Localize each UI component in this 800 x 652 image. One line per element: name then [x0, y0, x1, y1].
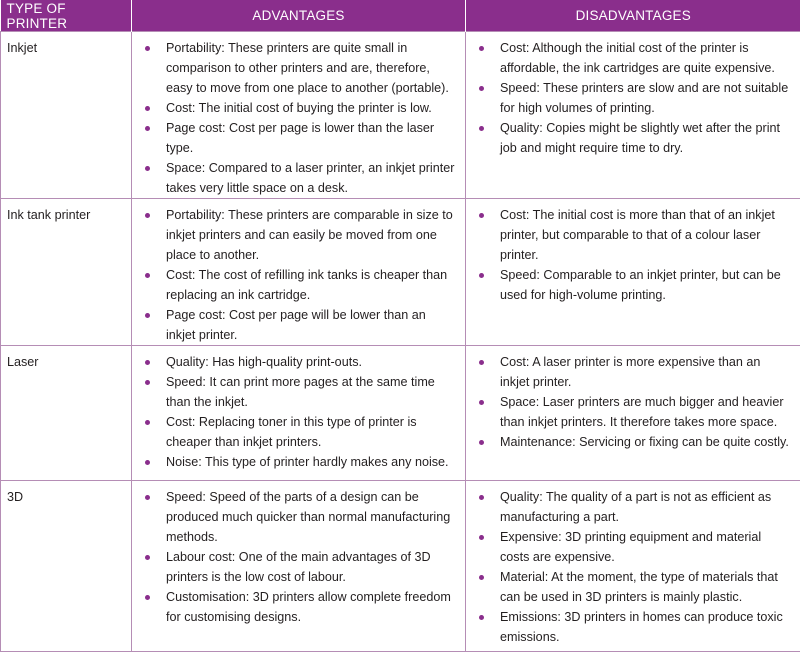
disadvantage-item: Quality: Copies might be slightly wet after the print job and might require time to dry.: [500, 118, 792, 158]
advantages-cell: [132, 481, 466, 652]
disadvantage-item: Speed: These printers are slow and are not suitable for high volumes of printing.: [500, 78, 792, 118]
disadvantages-cell: [466, 199, 800, 346]
advantages-cell: [132, 346, 466, 481]
table-body: [1, 32, 800, 652]
advantage-item: Portability: These printers are quite small in comparison to other printers and are, therefore, easy to move from one place to another (portable).: [166, 38, 457, 98]
disadvantage-item: Space: Laser printers are much bigger and heavier than inkjet printers. It therefore takes more space.: [500, 392, 792, 432]
advantage-item: Noise: This type of printer hardly makes any noise.: [166, 452, 457, 472]
disadvantages-cell: [466, 481, 800, 652]
header-type-of-printer: TYPE OF PRINTER: [1, 0, 132, 32]
disadvantage-item: Expensive: 3D printing equipment and material costs are expensive.: [500, 527, 792, 567]
printer-type-cell: Inkjet: [1, 32, 132, 199]
advantage-item: Page cost: Cost per page will be lower than an inkjet printer.: [166, 305, 457, 345]
advantage-item: Customisation: 3D printers allow complete freedom for customising designs.: [166, 587, 457, 627]
disadvantage-item: Quality: The quality of a part is not as efficient as manufacturing a part.: [500, 487, 792, 527]
disadvantage-item: Material: At the moment, the type of materials that can be used in 3D printers is mainly plastic.: [500, 567, 792, 607]
disadvantage-item: Speed: Comparable to an inkjet printer, but can be used for high-volume printing.: [500, 265, 792, 305]
advantages-list: [140, 487, 457, 627]
advantages-cell: [132, 199, 466, 346]
disadvantage-item: Emissions: 3D printers in homes can produce toxic emissions.: [500, 607, 792, 647]
advantages-list: [140, 38, 457, 198]
disadvantages-list: [474, 38, 792, 158]
advantage-item: Cost: The cost of refilling ink tanks is cheaper than replacing an ink cartridge.: [166, 265, 457, 305]
advantage-item: Space: Compared to a laser printer, an inkjet printer takes very little space on a desk.: [166, 158, 457, 198]
advantage-item: Cost: Replacing toner in this type of printer is cheaper than inkjet printers.: [166, 412, 457, 452]
advantage-item: Quality: Has high-quality print-outs.: [166, 352, 457, 372]
disadvantages-cell: [466, 32, 800, 199]
advantage-item: Cost: The initial cost of buying the printer is low.: [166, 98, 457, 118]
table-row: [1, 346, 800, 481]
disadvantage-item: Maintenance: Servicing or fixing can be quite costly.: [500, 432, 792, 452]
advantage-item: Speed: It can print more pages at the same time than the inkjet.: [166, 372, 457, 412]
disadvantages-list: [474, 352, 792, 452]
disadvantages-list: [474, 487, 792, 647]
table-header: [1, 0, 800, 32]
table-row: [1, 199, 800, 346]
printer-type-cell: 3D: [1, 481, 132, 652]
advantage-item: Page cost: Cost per page is lower than the laser type.: [166, 118, 457, 158]
advantage-item: Portability: These printers are comparable in size to inkjet printers and can easily be moved from one place to another.: [166, 205, 457, 265]
advantage-item: Speed: Speed of the parts of a design can be produced much quicker than normal manufacturing methods.: [166, 487, 457, 547]
header-advantages: ADVANTAGES: [132, 0, 466, 32]
disadvantage-item: Cost: Although the initial cost of the printer is affordable, the ink cartridges are quite expensive.: [500, 38, 792, 78]
disadvantage-item: Cost: A laser printer is more expensive than an inkjet printer.: [500, 352, 792, 392]
disadvantages-cell: [466, 346, 800, 481]
header-disadvantages: DISADVANTAGES: [466, 0, 800, 32]
advantage-item: Labour cost: One of the main advantages of 3D printers is the low cost of labour.: [166, 547, 457, 587]
printer-type-cell: Ink tank printer: [1, 199, 132, 346]
table-row: [1, 32, 800, 199]
header-row: [1, 0, 800, 32]
advantages-cell: [132, 32, 466, 199]
advantages-list: [140, 352, 457, 472]
printer-type-cell: Laser: [1, 346, 132, 481]
disadvantage-item: Cost: The initial cost is more than that of an inkjet printer, but comparable to that of a colour laser printer.: [500, 205, 792, 265]
disadvantages-list: [474, 205, 792, 305]
advantages-list: [140, 205, 457, 345]
table-row: [1, 481, 800, 652]
